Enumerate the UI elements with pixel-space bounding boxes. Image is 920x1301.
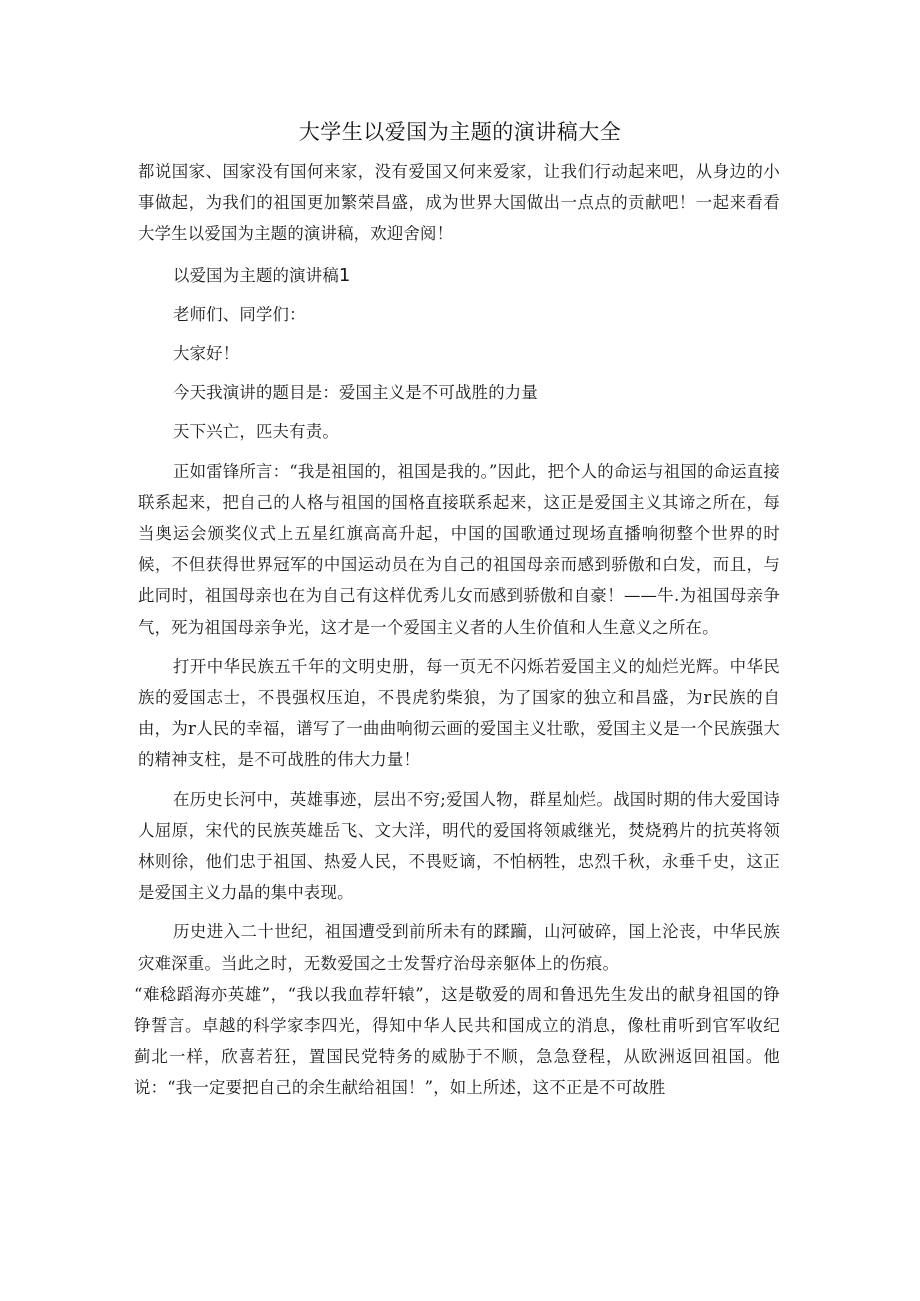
document-title: 大学生以爱国为主题的演讲稿大全 [298,120,622,144]
body-paragraph-3: 在历史长河中，英雄事迹，层出不穷;爱国人物，群星灿烂。战国时期的伟大爱国诗人屈原，宋代的民族英雄岳飞、文大洋，明代的爱国将领戚继光，焚烧鸦片的抗英将领林则徐，他们忠于祖国、热爱人民，不畏贬谪，不怕柄牲，忠烈千秋，永垂千史，这正是爱国主义力晶的集中表现。 [138,789,780,903]
motto-line: 天下兴亡，匹夫有责。 [173,422,339,442]
greeting-line: 老师们、同学们： [173,304,306,324]
section-heading-text: 以爱国为主题的演讲稿 [173,265,339,285]
body-paragraph-1: 正如雷锋所言：“我是祖国的，祖国是我的。”因此，把个人的命运与祖国的命运直接联系起来，把自己的人格与祖国的国格直接联系起来，这正是爱国主义其谛之所在，每当奥运会颁奖仪式上五星红旗高高升起，中国的国歌通过现场直播响彻整个世界的时候，不但获得世界冠军的中国运动员在为自己的祖国母亲而感到骄傲和白发，而且，与此同时，祖国母亲也在为自己有这样优秀儿女而感到骄傲和自豪！——牛.为祖国母亲争气，死为祖国母亲争光，这才是一个爱国主义者的人生价值和人生意义之所在。 [138,461,780,637]
body-paragraph-2: 打开中华民族五千年的文明史册，每一页无不闪烁若爱国主义的灿烂光辉。中华民族的爱国志士，不畏强权压迫，不畏虎豹柴狼，为了国家的独立和昌盛，为r民族的自由，为r人民的幸福，谱写了一曲曲响彻云画的爱国主义壮歌，爱国主义是一个民族强大的精神支柱，是不可战胜的伟大力量！ [138,656,780,770]
intro-paragraph: 都说国家、国家没有国何来家，没有爱国又何来爱家，让我们行动起来吧，从身边的小事做起，为我们的祖国更加繁荣昌盛，成为世界大国做出一点点的贡献吧！一起来看看大学生以爱国为主题的演讲稿，欢迎舍阅！ [138,162,780,244]
document-body [134,156,780,1104]
section-heading [138,260,780,291]
body-paragraph-5: “难稔蹈海亦英雄”，“我以我血荐轩辕”，这是敬爱的周和鲁迅先生发出的献身祖国的铮铮誓言。卓越的科学家李四光，得知中华人民共和国成立的消息，像杜甫听到官军收纪蓟北一样，欣喜若狂，置国民党特务的威胁于不顺，急急登程，从欧洲返回祖国。他说：“我一定要把自己的余生献给祖国！”，如上所述，这不正是不可故胜 [134,984,780,1098]
hello-line: 大家好！ [173,344,240,364]
section-heading-number: 1 [338,264,351,286]
body-paragraph-4: 历史进入二十世纪，祖国遭受到前所未有的蹂躏，山河破碎，国上沦丧，中华民族灾难深重。当此之时，无数爱国之士发誓疗治母亲躯体上的伤痕。 [138,922,780,973]
topic-line: 今天我演讲的题目是：爱国主义是不可战胜的力量 [173,383,538,403]
